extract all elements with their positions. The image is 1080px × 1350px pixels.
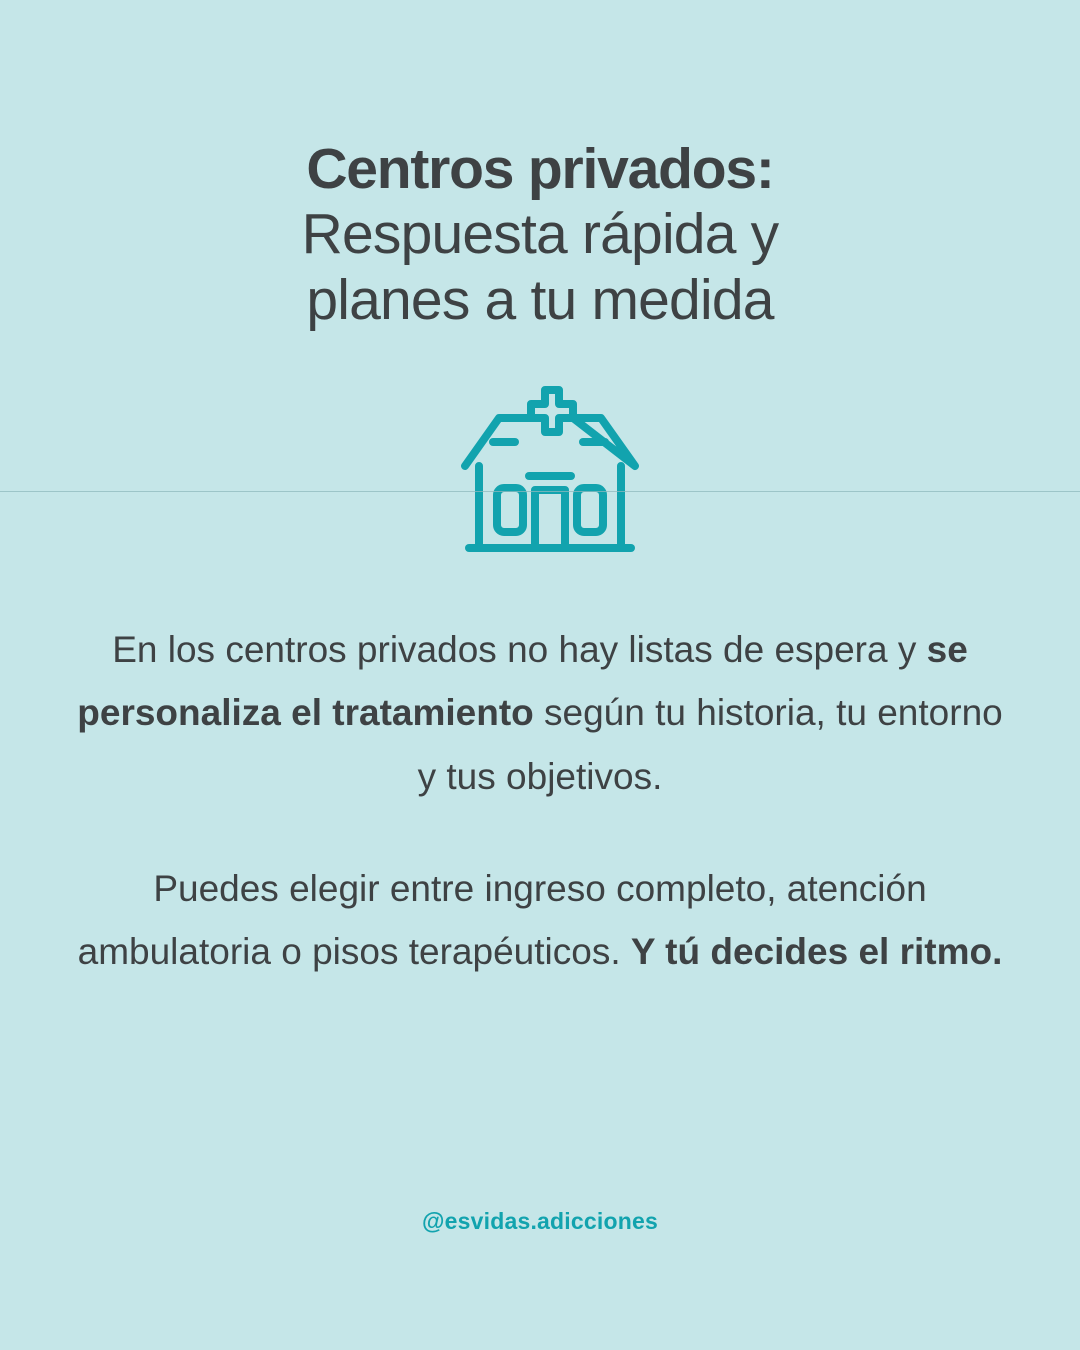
paragraph-2-part-1: Puedes elegir entre ingreso completo, atención ambulatoria o pisos terapéuticos.: [77, 867, 927, 973]
page-title: [0, 137, 1080, 332]
paragraph-1-part-1: En los centros privados no hay listas de espera y: [112, 628, 927, 670]
title-line-2: Respuesta rápida y: [301, 202, 779, 267]
paragraph-spacer: [70, 809, 1010, 857]
title-line-3: planes a tu medida: [306, 267, 774, 332]
paragraph-1-emphasis: se personaliza el tratamiento: [77, 628, 968, 734]
paragraph-2-emphasis: Y tú decides el ritmo.: [630, 931, 1003, 973]
paragraph-1-part-2: según tu historia, tu entorno y tus objetivos.: [417, 692, 1003, 798]
paragraph-2: [70, 857, 1010, 984]
account-handle[interactable]: @esvidas.adicciones: [422, 1208, 658, 1234]
paragraph-1: [70, 618, 1010, 809]
clinic-building-icon: [420, 374, 660, 564]
clinic-building-icon-svg: [425, 376, 655, 561]
horizontal-divider: [0, 491, 1080, 492]
body-copy: [70, 618, 1010, 984]
title-line-1: Centros privados:: [306, 137, 774, 201]
